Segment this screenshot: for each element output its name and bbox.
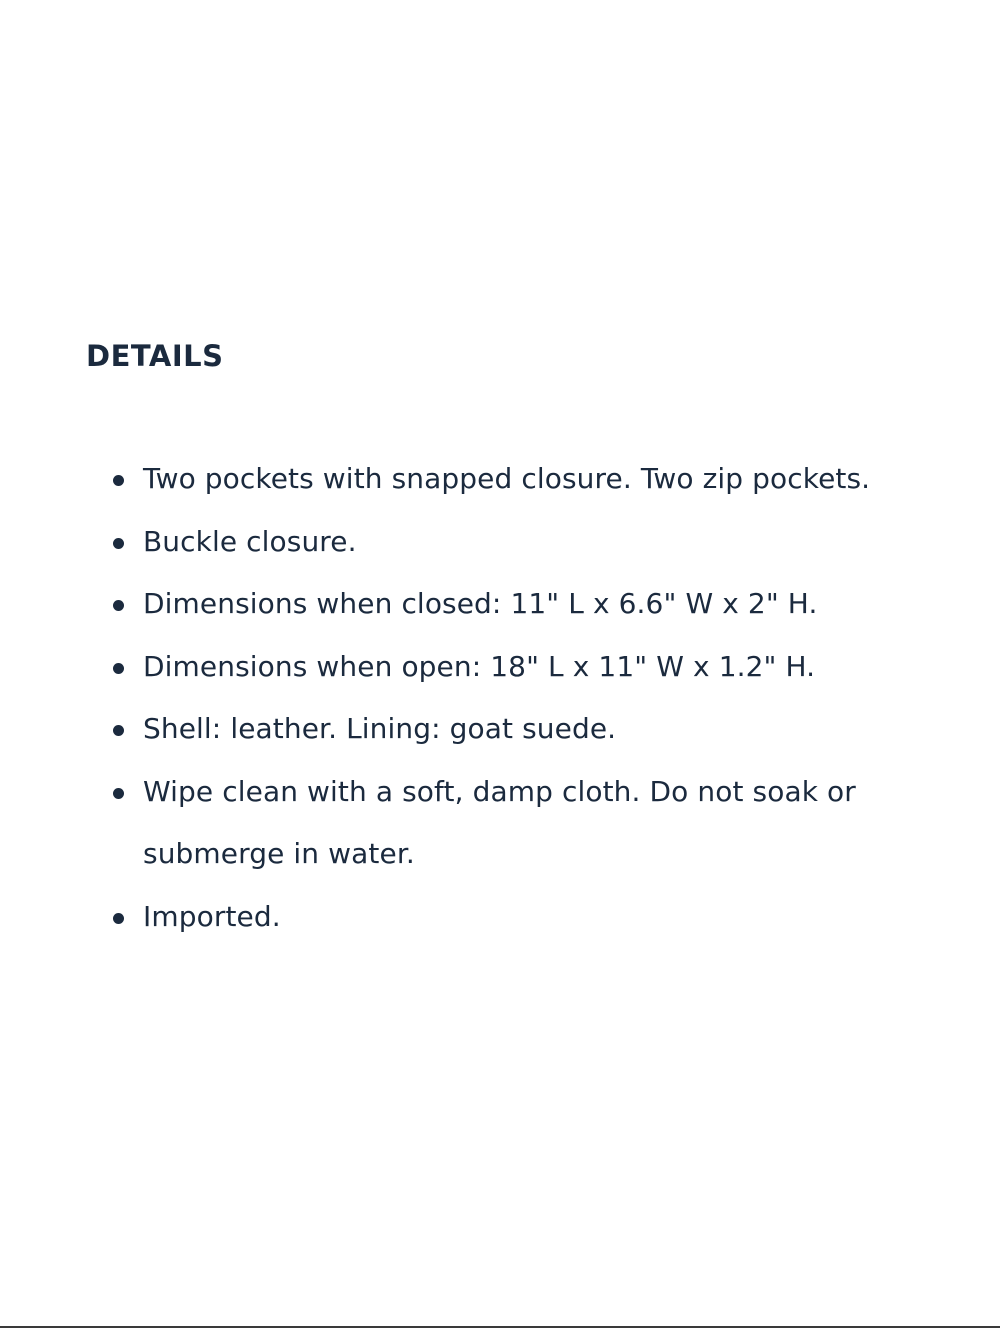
bullet-icon	[113, 475, 124, 486]
list-item-text: Dimensions when open: 18" L x 11" W x 1.2" H.	[143, 649, 816, 683]
list-item	[113, 761, 903, 886]
bullet-icon	[113, 538, 124, 549]
bullet-icon	[113, 788, 124, 799]
list-item	[113, 511, 903, 574]
list-item	[113, 448, 903, 511]
list-item	[113, 573, 903, 636]
bullet-icon	[113, 725, 124, 736]
details-heading: DETAILS	[86, 339, 224, 373]
list-item-text: Imported.	[143, 899, 281, 933]
bullet-icon	[113, 600, 124, 611]
list-item-text: Shell: leather. Lining: goat suede.	[143, 712, 617, 745]
list-item-text: Buckle closure.	[143, 524, 357, 558]
bullet-icon	[113, 913, 124, 924]
list-item	[113, 886, 903, 949]
list-item-text: Wipe clean with a soft, damp cloth. Do not soak or submerge in water.	[143, 774, 856, 870]
details-section	[86, 336, 936, 933]
details-list	[113, 448, 903, 948]
list-item-text: Dimensions when closed: 11" L x 6.6" W x 2" H.	[143, 587, 818, 620]
list-item	[113, 698, 903, 761]
list-item	[113, 636, 903, 699]
bullet-icon	[113, 663, 124, 674]
list-item-text: Two pockets with snapped closure. Two zip pockets.	[143, 462, 871, 495]
